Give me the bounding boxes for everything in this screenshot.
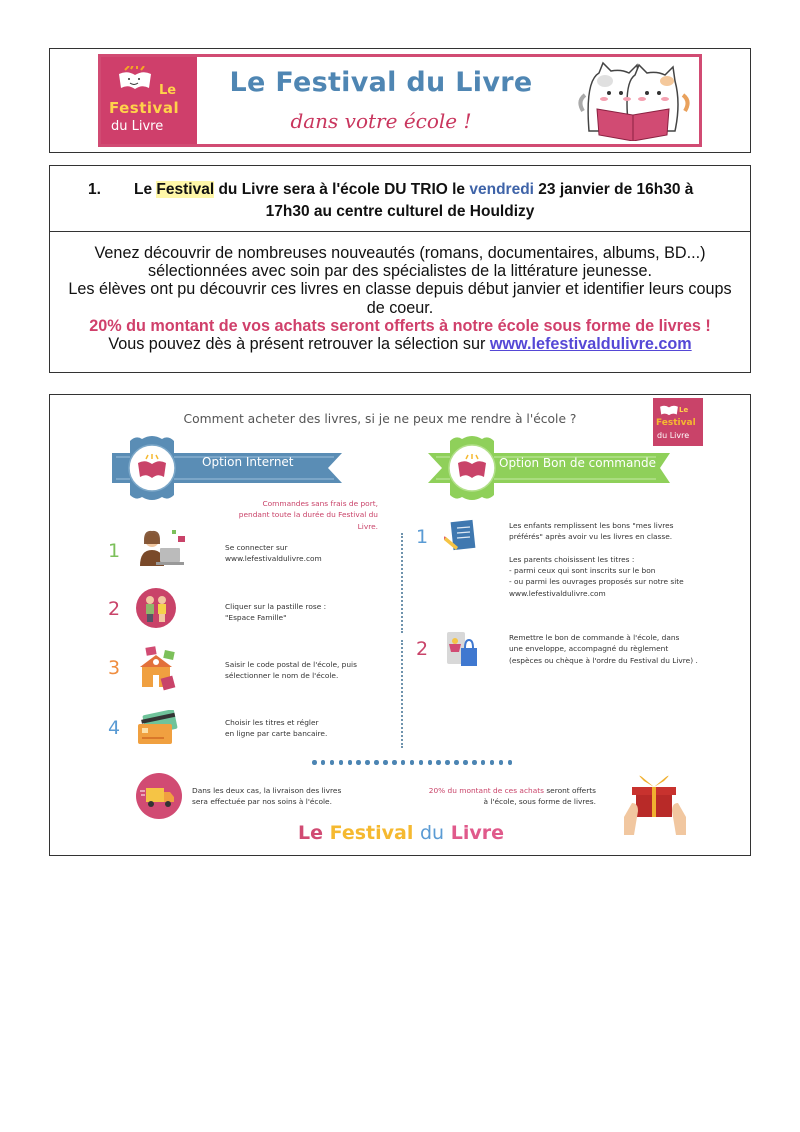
school-icon (136, 645, 182, 691)
option-bon-label: Option Bon de commande (499, 456, 656, 470)
banner-subtitle: dans votre école ! (290, 109, 472, 133)
horizontal-divider (312, 760, 512, 765)
delivery-truck-icon (136, 773, 182, 819)
gift-highlight: 20% du montant de ces achats (428, 786, 544, 795)
infographic-question: Comment acheter des livres, si je ne peux me rendre à l'école ? (183, 412, 577, 426)
festival-website-link[interactable]: www.lefestivaldulivre.com (489, 335, 692, 354)
internet-step-number: 1 (108, 540, 121, 562)
credit-card-icon (136, 710, 180, 746)
free-shipping-note: Commandes sans frais de port, pendant toute la durée du Festival du Livre. (238, 499, 378, 531)
banner-title: Le Festival du Livre (229, 67, 533, 98)
gift-text: 20% du montant de ces achats seront offerts à l'école, sous forme de livres. (428, 786, 596, 807)
event-info-box (49, 165, 751, 373)
bon-step-number: 1 (416, 526, 429, 548)
person-laptop-icon (138, 528, 188, 568)
family-icon (136, 588, 176, 628)
festival-logo (101, 57, 197, 144)
internet-step-text: Cliquer sur la pastille rose : "Espace Famille" (225, 602, 327, 623)
heading-line1: Le Festival du Livre sera à l'école DU TRIO le vendredi 23 janvier de 16h30 à (134, 181, 694, 198)
logo-du-livre: du Livre (111, 119, 164, 134)
open-book-icon (117, 66, 153, 90)
event-heading (50, 166, 750, 232)
reading-cats-icon (575, 61, 693, 141)
logo-le: Le (159, 83, 177, 98)
festival-banner (98, 54, 702, 147)
heading-number: 1. (88, 181, 101, 198)
footer-logo-livre: Livre (450, 822, 504, 844)
shopping-bag-icon (445, 630, 479, 668)
description-line: sélectionnées avec soin par des spécialistes de la littérature jeunesse. (148, 262, 652, 281)
internet-step-number: 3 (108, 657, 121, 679)
vertical-divider (401, 640, 403, 748)
bon-step-number: 2 (416, 638, 429, 660)
footer-logo-le: Le (298, 822, 324, 844)
bon-step-text: Les enfants remplissent les bons "mes livres préférés" après avoir vu les livres en classe. Les parents choisissent les titres : - parmi ceux qui sont inscrits sur le bon - ou parmi les ouvrages proposés sur notre site www.lefestivaldulivre.com (509, 521, 684, 598)
vertical-divider (401, 533, 403, 633)
open-book-icon (659, 402, 679, 416)
form-pencil-icon (444, 519, 478, 553)
event-description (50, 244, 750, 353)
promo-text: 20% du montant de vos achats seront offerts à notre école sous forme de livres ! (89, 316, 711, 335)
internet-step-number: 4 (108, 717, 121, 739)
description-line: Venez découvrir de nombreuses nouveautés (romans, documentaires, albums, BD...) (94, 244, 706, 262)
internet-step-text: Se connecter sur www.lefestivaldulivre.com (225, 543, 322, 564)
internet-step-text: Saisir le code postal de l'école, puis sélectionner le nom de l'école. (225, 660, 357, 681)
heading-line2: 17h30 au centre culturel de Houldizy (265, 203, 535, 220)
banner-frame (49, 48, 751, 153)
logo-du-livre: du Livre (657, 431, 690, 440)
festival-highlight: Festival (156, 181, 215, 198)
logo-le: Le (679, 406, 689, 414)
footer-logo (50, 822, 752, 844)
description-line: de coeur. (366, 298, 434, 317)
footer-logo-festival: Festival (329, 822, 414, 844)
delivery-text: Dans les deux cas, la livraison des livres sera effectuée par nos soins à l'école. (192, 786, 342, 807)
weekday: vendredi (469, 181, 534, 198)
selection-link-line: Vous pouvez dès à présent retrouver la sélection sur www.lefestivaldulivre.com (108, 335, 692, 354)
bon-step-text: Remettre le bon de commande à l'école, dans une enveloppe, accompagné du règlement (espèces ou chèque à l'ordre du Festival du Livre) . (509, 633, 698, 665)
option-internet-label: Option Internet (202, 455, 294, 469)
logo-festival: Festival (109, 99, 180, 117)
footer-logo-du: du (419, 822, 445, 844)
internet-step-text: Choisir les titres et régler en ligne par carte bancaire. (225, 718, 328, 739)
description-line: Les élèves ont pu découvrir ces livres en classe depuis début janvier et identifier leurs coups (68, 280, 732, 299)
logo-festival: Festival (656, 418, 696, 428)
internet-step-number: 2 (108, 598, 121, 620)
purchase-infographic (49, 394, 751, 856)
